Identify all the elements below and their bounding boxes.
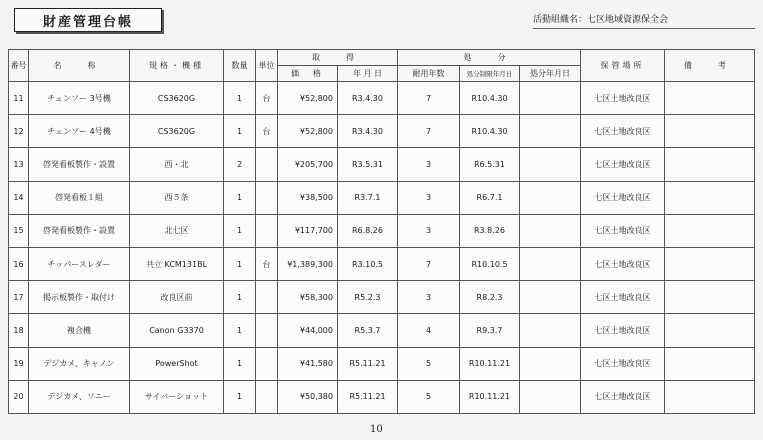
- header-qty: 数量: [224, 50, 256, 82]
- cell-acq-date: R5.11.21: [338, 380, 398, 413]
- cell-remarks: [665, 281, 755, 314]
- cell-location: 七区土地改良区: [581, 380, 665, 413]
- table-row: [9, 314, 755, 347]
- table-row: [9, 148, 755, 181]
- cell-acq-date: R3.4.30: [338, 82, 398, 115]
- cell-location: 七区土地改良区: [581, 281, 665, 314]
- cell-restriction-date: R6.7.1: [460, 181, 520, 214]
- header-disposal: 処 分: [398, 50, 581, 66]
- cell-spec: PowerShot: [130, 347, 224, 380]
- cell-price: ¥41,580: [278, 347, 338, 380]
- cell-unit: 台: [256, 115, 278, 148]
- cell-disposal-date: [520, 214, 581, 247]
- header-location: 保管場所: [581, 50, 665, 82]
- cell-qty: 1: [224, 115, 256, 148]
- cell-name: デジカメ、キャノン: [29, 347, 130, 380]
- cell-restriction-date: R9.3.7: [460, 314, 520, 347]
- cell-remarks: [665, 115, 755, 148]
- cell-remarks: [665, 82, 755, 115]
- header-remarks: 備 考: [665, 50, 755, 82]
- cell-no: 20: [9, 380, 29, 413]
- header-acquisition: 取 得: [278, 50, 398, 66]
- cell-qty: 1: [224, 347, 256, 380]
- cell-remarks: [665, 181, 755, 214]
- cell-location: 七区土地改良区: [581, 115, 665, 148]
- cell-useful-life: 3: [398, 148, 460, 181]
- header-acq-date: 年 月 日: [338, 66, 398, 82]
- page-number: 10: [370, 424, 383, 435]
- cell-no: 15: [9, 214, 29, 247]
- cell-name: デジカメ、ソニー: [29, 380, 130, 413]
- cell-spec: Canon G3370: [130, 314, 224, 347]
- cell-name: 複合機: [29, 314, 130, 347]
- cell-useful-life: 4: [398, 314, 460, 347]
- cell-useful-life: 3: [398, 281, 460, 314]
- document-title-text: 財産管理台帳: [42, 14, 133, 30]
- cell-unit: 台: [256, 247, 278, 280]
- organization-underline: [533, 28, 755, 29]
- cell-name: チェンソー 4号機: [29, 115, 130, 148]
- cell-spec: 北七区: [130, 214, 224, 247]
- table-row: [9, 281, 755, 314]
- cell-spec: サイバーショット: [130, 380, 224, 413]
- table-row: [9, 247, 755, 280]
- cell-remarks: [665, 148, 755, 181]
- header-restriction-date: 処分制限年月日: [460, 66, 520, 82]
- cell-useful-life: 3: [398, 181, 460, 214]
- cell-spec: 改良区前: [130, 281, 224, 314]
- cell-disposal-date: [520, 247, 581, 280]
- cell-no: 19: [9, 347, 29, 380]
- cell-price: ¥205,700: [278, 148, 338, 181]
- cell-acq-date: R3.5.31: [338, 148, 398, 181]
- header-useful-life: 耐用年数: [398, 66, 460, 82]
- cell-location: 七区土地改良区: [581, 214, 665, 247]
- cell-name: 掲示板製作・取付け: [29, 281, 130, 314]
- cell-price: ¥1,389,300: [278, 247, 338, 280]
- cell-remarks: [665, 347, 755, 380]
- cell-useful-life: 7: [398, 247, 460, 280]
- cell-price: ¥38,500: [278, 181, 338, 214]
- cell-no: 16: [9, 247, 29, 280]
- cell-spec: CS3620G: [130, 82, 224, 115]
- cell-no: 17: [9, 281, 29, 314]
- cell-acq-date: R3.4.30: [338, 115, 398, 148]
- cell-restriction-date: R3.8.26: [460, 214, 520, 247]
- cell-restriction-date: R10.4.30: [460, 115, 520, 148]
- cell-unit: [256, 347, 278, 380]
- cell-remarks: [665, 314, 755, 347]
- cell-location: 七区土地改良区: [581, 347, 665, 380]
- cell-unit: [256, 281, 278, 314]
- cell-price: ¥58,300: [278, 281, 338, 314]
- cell-disposal-date: [520, 82, 581, 115]
- cell-unit: [256, 148, 278, 181]
- cell-spec: CS3620G: [130, 115, 224, 148]
- cell-price: ¥52,800: [278, 82, 338, 115]
- cell-no: 18: [9, 314, 29, 347]
- cell-qty: 1: [224, 247, 256, 280]
- header-no: 番号: [9, 50, 29, 82]
- organization-name: 七区地域資源保全会: [587, 15, 669, 25]
- cell-disposal-date: [520, 380, 581, 413]
- cell-disposal-date: [520, 181, 581, 214]
- cell-qty: 1: [224, 281, 256, 314]
- cell-useful-life: 5: [398, 347, 460, 380]
- property-ledger-table: [8, 49, 755, 414]
- cell-name: 啓発看板製作・設置: [29, 148, 130, 181]
- cell-unit: 台: [256, 82, 278, 115]
- cell-location: 七区土地改良区: [581, 181, 665, 214]
- table-row: [9, 380, 755, 413]
- cell-restriction-date: R10.10.5: [460, 247, 520, 280]
- cell-disposal-date: [520, 314, 581, 347]
- cell-name: チェンソー 3号機: [29, 82, 130, 115]
- table-body: [9, 82, 755, 414]
- header-unit: 単位: [256, 50, 278, 82]
- cell-location: 七区土地改良区: [581, 247, 665, 280]
- cell-remarks: [665, 214, 755, 247]
- cell-acq-date: R5.2.3: [338, 281, 398, 314]
- organization-label: 活動組織名：: [533, 15, 588, 25]
- cell-acq-date: R3.10.5: [338, 247, 398, 280]
- cell-remarks: [665, 247, 755, 280]
- cell-unit: [256, 214, 278, 247]
- cell-disposal-date: [520, 115, 581, 148]
- table-row: [9, 347, 755, 380]
- cell-restriction-date: R6.5.31: [460, 148, 520, 181]
- cell-price: ¥50,380: [278, 380, 338, 413]
- cell-acq-date: R3.7.1: [338, 181, 398, 214]
- cell-useful-life: 7: [398, 115, 460, 148]
- table-row: [9, 181, 755, 214]
- cell-qty: 1: [224, 314, 256, 347]
- cell-restriction-date: R8.2.3: [460, 281, 520, 314]
- cell-remarks: [665, 380, 755, 413]
- table-header: [9, 50, 755, 82]
- header-spec: 規格・機種: [130, 50, 224, 82]
- cell-name: 啓発看板製作・設置: [29, 214, 130, 247]
- header-name: 名 称: [29, 50, 130, 82]
- cell-qty: 1: [224, 380, 256, 413]
- cell-restriction-date: R10.11.21: [460, 380, 520, 413]
- cell-restriction-date: R10.11.21: [460, 347, 520, 380]
- cell-acq-date: R6.8.26: [338, 214, 398, 247]
- cell-spec: 西５条: [130, 181, 224, 214]
- cell-location: 七区土地改良区: [581, 148, 665, 181]
- cell-acq-date: R5.3.7: [338, 314, 398, 347]
- cell-no: 12: [9, 115, 29, 148]
- cell-disposal-date: [520, 281, 581, 314]
- cell-qty: 1: [224, 82, 256, 115]
- document-title: [14, 8, 162, 32]
- cell-qty: 2: [224, 148, 256, 181]
- header-disposal-date: 処分年月日: [520, 66, 581, 82]
- cell-useful-life: 5: [398, 380, 460, 413]
- cell-name: チッパースレダー: [29, 247, 130, 280]
- cell-qty: 1: [224, 214, 256, 247]
- cell-location: 七区土地改良区: [581, 314, 665, 347]
- organization-info: [533, 12, 668, 25]
- cell-location: 七区土地改良区: [581, 82, 665, 115]
- cell-acq-date: R5.11.21: [338, 347, 398, 380]
- cell-price: ¥52,800: [278, 115, 338, 148]
- cell-restriction-date: R10.4.30: [460, 82, 520, 115]
- header-price: 価 格: [278, 66, 338, 82]
- table-row: [9, 214, 755, 247]
- cell-unit: [256, 314, 278, 347]
- cell-price: ¥117,700: [278, 214, 338, 247]
- table-row: [9, 115, 755, 148]
- cell-qty: 1: [224, 181, 256, 214]
- cell-unit: [256, 380, 278, 413]
- cell-useful-life: 3: [398, 214, 460, 247]
- cell-spec: 共立 KCM131BL: [130, 247, 224, 280]
- cell-spec: 西・北: [130, 148, 224, 181]
- cell-unit: [256, 181, 278, 214]
- cell-no: 11: [9, 82, 29, 115]
- cell-disposal-date: [520, 347, 581, 380]
- cell-useful-life: 7: [398, 82, 460, 115]
- cell-disposal-date: [520, 148, 581, 181]
- table-row: [9, 82, 755, 115]
- cell-no: 14: [9, 181, 29, 214]
- cell-no: 13: [9, 148, 29, 181]
- cell-name: 啓発看板１組: [29, 181, 130, 214]
- cell-price: ¥44,000: [278, 314, 338, 347]
